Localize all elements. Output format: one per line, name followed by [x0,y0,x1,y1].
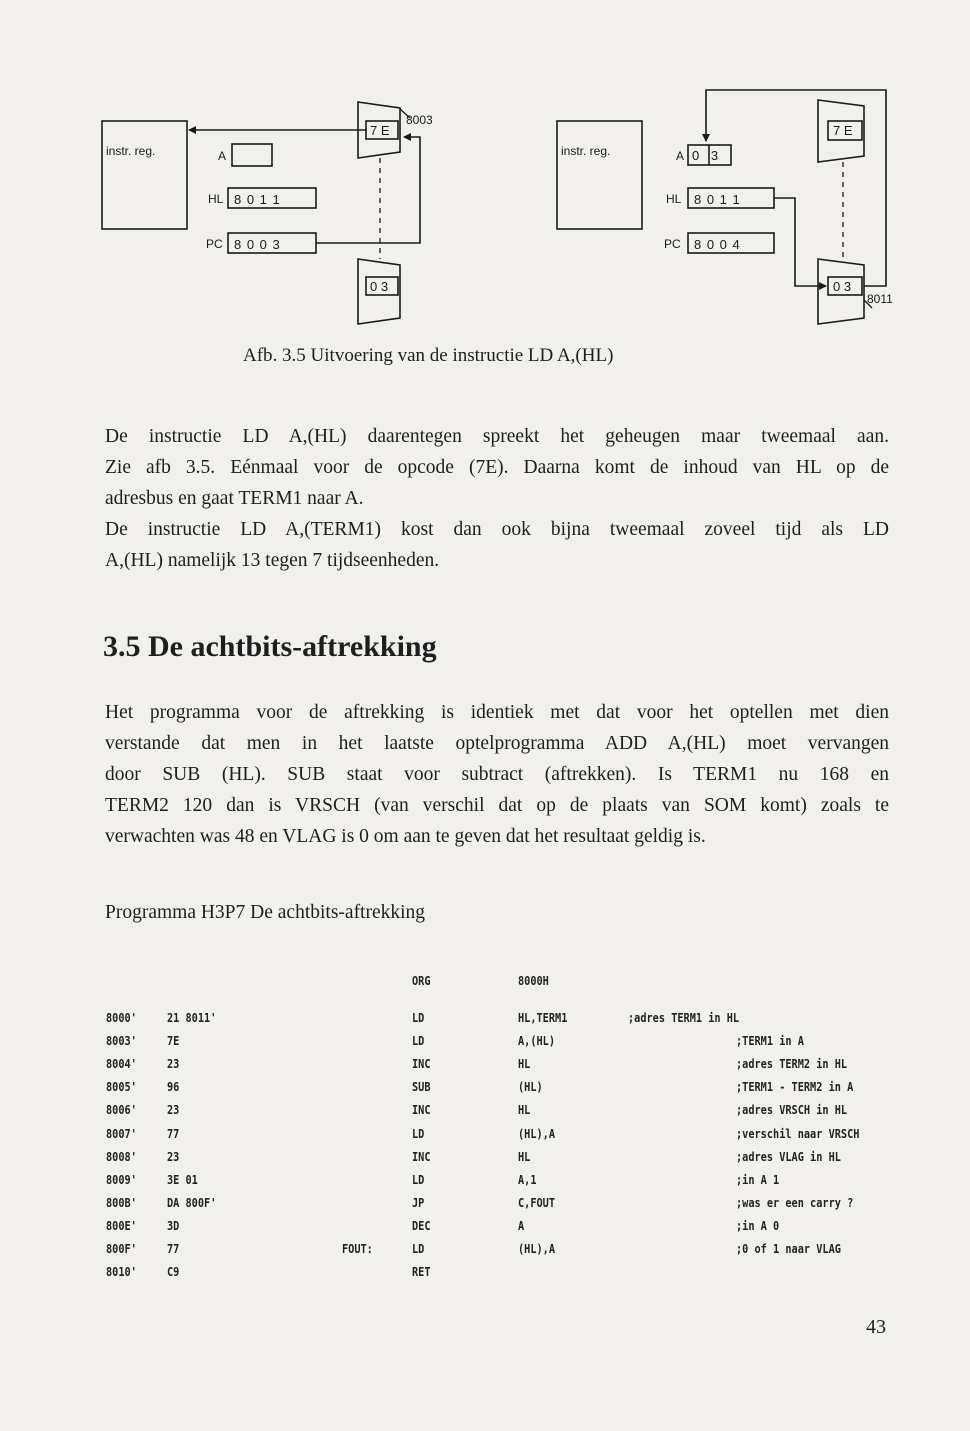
listing-address: 8004' [106,1056,137,1072]
listing-comment: ;adres VRSCH in HL [736,1102,848,1118]
figure-caption: Afb. 3.5 Uitvoering van de instructie LD A,(HL) [243,345,614,366]
listing-operand: HL,TERM1 [518,1010,568,1025]
listing-machine-code: 3E 01 [167,1171,198,1187]
listing-operand: HL [518,1056,531,1072]
listing-mnemonic: LD [412,1171,425,1187]
listing-machine-code: DA 800F' [167,1194,217,1210]
listing-mnemonic: INC [412,1148,431,1164]
listing-mnemonic: INC [412,1102,431,1118]
right-mem-bottom-value: 0 3 [833,279,852,294]
right-mem-bottom-address: 8011 [867,292,893,306]
left-pc-value: 8 0 0 3 [234,237,281,252]
listing-address: 8005' [106,1079,137,1095]
listing-operand: (HL),A [518,1125,556,1141]
program-title: Programma H3P7 De achtbits-aftrekking [105,902,426,923]
text-line: De instructie LD A,(HL) daarentegen spreekt het geheugen maar tweemaal aan. [105,426,889,447]
listing-label: FOUT: [342,1241,373,1256]
listing-comment: ;in A 1 [736,1171,780,1187]
listing-comment: ;0 of 1 naar VLAG [736,1241,841,1256]
right-pc-label: PC [664,237,681,251]
text-line: Het programma voor de aftrekking is identiek met dat voor het optellen met dien [105,702,889,723]
listing-operand: A,1 [518,1171,537,1187]
text-line: verstande dat men in het laatste optelprogramma ADD A,(HL) moet vervangen [105,733,889,754]
left-mem-bottom-value: 0 3 [370,279,389,294]
page-number: 43 [866,1316,886,1338]
listing-address: 8006' [106,1102,137,1118]
listing-comment: ;adres TERM2 in HL [736,1056,848,1072]
left-a-register [232,144,272,166]
listing-machine-code: 77 [167,1241,180,1256]
right-instr-reg-label: instr. reg. [561,144,611,158]
right-a-label: A [676,149,685,163]
left-mem-top-value: 7 E [370,123,390,138]
listing-machine-code: 23 [167,1102,180,1118]
left-hl-label: HL [208,192,224,206]
org-mnemonic: ORG [412,973,431,988]
listing-address: 800E' [106,1217,137,1233]
listing-mnemonic: LD [412,1241,425,1256]
listing-address: 8009' [106,1171,137,1187]
left-a-label: A [218,149,227,163]
listing-mnemonic: DEC [412,1217,431,1233]
listing-machine-code: 3D [167,1217,180,1233]
text-line: door SUB (HL). SUB staat voor subtract (aftrekken). Is TERM1 nu 168 en [105,764,889,785]
listing-address: 800F' [106,1241,137,1256]
right-mem-top-value: 7 E [833,123,853,138]
listing-operand: A,(HL) [518,1033,556,1049]
listing-operand: HL [518,1148,531,1164]
right-hl-label: HL [666,192,682,206]
text-line: De instructie LD A,(TERM1) kost dan ook bijna tweemaal zoveel tijd als LD [105,519,889,540]
listing-address: 8007' [106,1125,137,1141]
listing-operand: (HL),A [518,1241,556,1256]
left-hl-value: 8 0 1 1 [234,192,281,207]
listing-mnemonic: INC [412,1056,431,1072]
right-a-value: 0 3 [692,148,723,163]
paragraph-ld-explanation [105,421,889,576]
listing-operand: HL [518,1102,531,1118]
listing-operand: C,FOUT [518,1194,556,1210]
listing-mnemonic: LD [412,1033,425,1049]
section-heading: 3.5 De achtbits-aftrekking [103,630,437,663]
text-line: TERM2 120 dan is VRSCH (van verschil dat op de plaats van SOM komt) zoals te [105,795,889,816]
listing-comment: ;TERM1 in A [736,1033,804,1049]
left-instr-reg-box [102,121,187,229]
paragraph-subtraction [105,697,889,852]
listing-machine-code: 77 [167,1125,180,1141]
listing-comment: ;adres TERM1 in HL [628,1010,740,1025]
listing-mnemonic: LD [412,1010,425,1025]
org-operand: 8000H [518,973,549,988]
right-pc-value: 8 0 0 4 [694,237,741,252]
text-line: adresbus en gaat TERM1 naar A. [105,488,364,509]
left-instr-reg-label: instr. reg. [106,144,156,158]
text-line: A,(HL) namelijk 13 tegen 7 tijdseenheden. [105,550,440,571]
left-mem-top-address: 8003 [406,113,433,127]
listing-comment: ;was er een carry ? [736,1194,854,1210]
listing-machine-code: 23 [167,1056,180,1072]
figure-3-5-diagram [0,0,970,340]
listing-comment: ;verschil naar VRSCH [736,1125,860,1141]
listing-comment: ;adres VLAG in HL [736,1148,841,1164]
listing-machine-code: 96 [167,1079,180,1095]
listing-machine-code: 21 8011' [167,1010,217,1025]
listing-mnemonic: RET [412,1264,431,1280]
listing-machine-code: C9 [167,1264,180,1280]
right-hl-value: 8 0 1 1 [694,192,741,207]
listing-address: 800B' [106,1194,137,1210]
listing-machine-code: 7E [167,1033,180,1049]
listing-mnemonic: SUB [412,1079,431,1095]
listing-mnemonic: JP [412,1194,425,1210]
listing-address: 8008' [106,1148,137,1164]
listing-operand: A [518,1217,525,1233]
listing-machine-code: 23 [167,1148,180,1164]
listing-comment: ;in A 0 [736,1217,780,1233]
text-line: verwachten was 48 en VLAG is 0 om aan te geven dat het resultaat geldig is. [105,826,706,847]
listing-address: 8010' [106,1264,137,1280]
listing-mnemonic: LD [412,1125,425,1141]
left-pc-label: PC [206,237,223,251]
listing-comment: ;TERM1 - TERM2 in A [736,1079,854,1095]
listing-address: 8000' [106,1010,137,1025]
listing-operand: (HL) [518,1079,543,1095]
right-instr-reg-box [557,121,642,229]
text-line: Zie afb 3.5. Eénmaal voor de opcode (7E). Daarna komt de inhoud van HL op de [105,457,889,478]
listing-address: 8003' [106,1033,137,1049]
